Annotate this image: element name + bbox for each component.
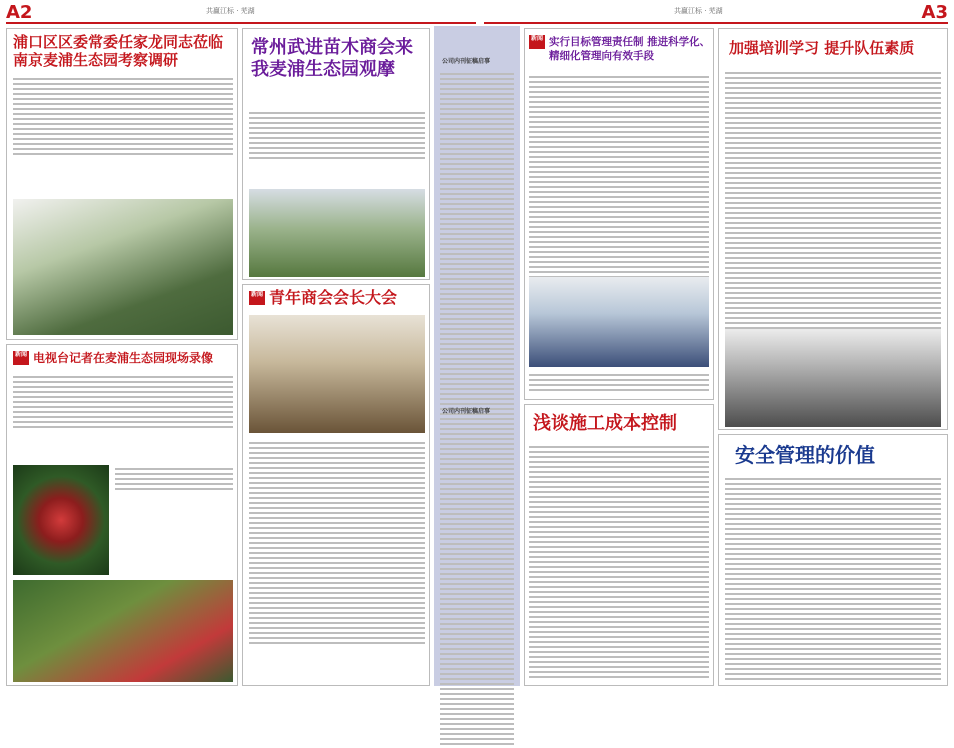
right-header-text: 共赢江标 · 芜湖 [674,7,723,15]
camera-photo [13,580,233,682]
article-body-end [529,371,709,394]
article-title: 浅谈施工成本控制 [533,413,677,434]
news-badge: 新闻 [529,35,545,49]
article-body [249,109,425,162]
training-photo [725,329,941,427]
article-body [529,443,709,681]
middle-body-top [440,70,514,433]
article-body [249,439,425,647]
left-header-text: 共赢江标 · 芜湖 [206,7,255,15]
article-youth-chamber [242,284,430,686]
news-badge: 新闻 [249,291,265,305]
right-page-header [484,0,948,24]
article-title: 浦口区区委常委任家龙同志莅临南京麦浦生态园考察调研 [13,33,224,69]
middle-body-bottom [440,420,514,748]
article-district-visit [6,28,238,340]
article-title: 加强培训学习 提升队伍素质 [729,39,915,57]
news-badge: 新闻 [13,351,29,365]
article-title: 实行目标管理责任制 推进科学化、精细化管理向有效手段 [549,36,711,62]
middle-heading-top: 公司内刊征稿启事 [442,58,491,65]
article-body-side [115,465,233,493]
middle-heading-bottom: 公司内刊征稿启事 [442,408,491,415]
article-body [725,475,941,683]
article-training [718,28,948,430]
left-page-header [6,0,476,24]
rose-photo [13,465,109,575]
article-title: 青年商会会长大会 [269,288,398,307]
meeting-photo [529,277,709,367]
article-body [725,69,941,347]
article-title: 电视台记者在麦浦生态园现场录像 [33,351,214,365]
article-body [13,75,233,158]
middle-column [434,26,520,686]
article-safety-value [718,434,948,686]
article-title: 安全管理的价值 [735,443,875,467]
article-body [529,73,709,281]
article-target-management [524,28,714,400]
article-tv-recording [6,344,238,686]
page-number-right: A3 [921,2,948,23]
article-changzhou-visit [242,28,430,280]
article-photo [249,189,425,277]
article-photo [13,199,233,335]
article-cost-control [524,404,714,686]
article-title: 常州武进苗木商会来我麦浦生态园观摩 [251,37,413,80]
page-number-left: A2 [6,2,33,23]
meeting-photo [249,315,425,433]
article-body [13,373,233,431]
